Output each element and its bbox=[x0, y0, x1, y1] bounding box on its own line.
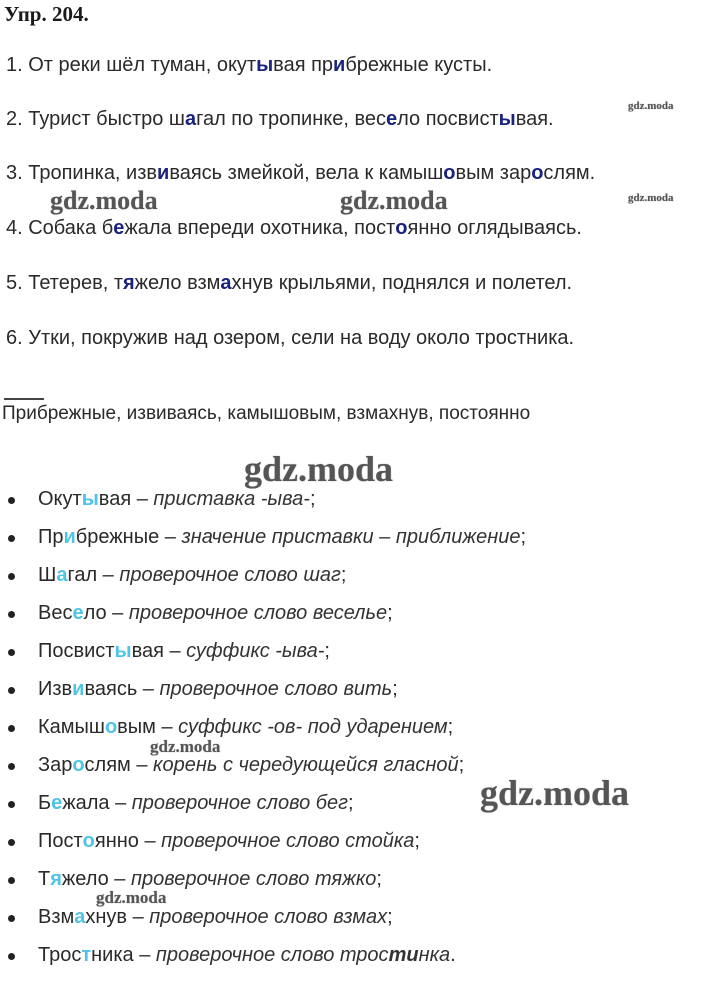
bullet-icon bbox=[8, 953, 15, 960]
list-item: Посвистывая – суффикс -ыва-; bbox=[38, 640, 330, 663]
list-item: Зарослям – корень с чередующейся гласной; bbox=[38, 754, 464, 777]
sentence-4: 4. Собака бежала впереди охотника, постоянно оглядываясь. bbox=[6, 217, 582, 239]
bullet-icon bbox=[8, 649, 15, 656]
bullet-icon bbox=[8, 763, 15, 770]
sentence-5: 5. Тетерев, тяжело взмахнув крыльями, поднялся и полетел. bbox=[6, 272, 573, 294]
exercise-title: Упр. 204. bbox=[4, 2, 89, 26]
bullet-icon bbox=[8, 877, 15, 884]
watermark: gdz.moda bbox=[50, 186, 158, 215]
list-item: Прибрежные – значение приставки – приближение; bbox=[38, 526, 526, 549]
watermark: gdz.moda bbox=[244, 449, 394, 489]
watermark: gdz.moda bbox=[150, 737, 221, 756]
bullet-icon bbox=[8, 915, 15, 922]
watermark: gdz.moda bbox=[480, 773, 630, 813]
list-item: Тяжело – проверочное слово тяжко; bbox=[38, 868, 382, 891]
bullet-icon bbox=[8, 573, 15, 580]
bullet-icon bbox=[8, 687, 15, 694]
sentence-3: 3. Тропинка, извиваясь змейкой, вела к камышовым зарослям. bbox=[6, 162, 596, 184]
list-item: Постоянно – проверочное слово стойка; bbox=[38, 830, 420, 853]
list-item: Бежала – проверочное слово бег; bbox=[38, 792, 354, 815]
sentence-1: 1. От реки шёл туман, окутывая прибрежные кусты. bbox=[6, 54, 493, 76]
list-item: Тростника – проверочное слово тростинка. bbox=[38, 944, 456, 967]
sentence-2: 2. Турист быстро шагал по тропинке, весело посвистывая. bbox=[6, 108, 554, 130]
watermark: gdz.moda bbox=[340, 186, 448, 215]
watermark: gdz.moda bbox=[628, 100, 674, 112]
watermark: gdz.moda bbox=[96, 888, 167, 907]
bullet-icon bbox=[8, 497, 15, 504]
list-item: Камышовым – суффикс -ов- под ударением; bbox=[38, 716, 453, 739]
list-item: Извиваясь – проверочное слово вить; bbox=[38, 678, 398, 701]
list-item: Взмахнув – проверочное слово взмах; bbox=[38, 906, 393, 929]
list-item: Шагал – проверочное слово шаг; bbox=[38, 564, 346, 587]
bullet-icon bbox=[8, 801, 15, 808]
list-item: Весело – проверочное слово веселье; bbox=[38, 602, 393, 625]
bullet-icon bbox=[8, 839, 15, 846]
sentence-6: 6. Утки, покружив над озером, сели на воду около тростника. bbox=[6, 327, 575, 349]
watermark: gdz.moda bbox=[628, 192, 674, 204]
list-item: Окутывая – приставка -ыва-; bbox=[38, 488, 316, 511]
prefix-mark bbox=[4, 398, 44, 400]
words-line: Прибрежные, извиваясь, камышовым, взмахнув, постоянно bbox=[2, 403, 531, 424]
bullet-icon bbox=[8, 725, 15, 732]
bullet-icon bbox=[8, 535, 15, 542]
bullet-icon bbox=[8, 611, 15, 618]
